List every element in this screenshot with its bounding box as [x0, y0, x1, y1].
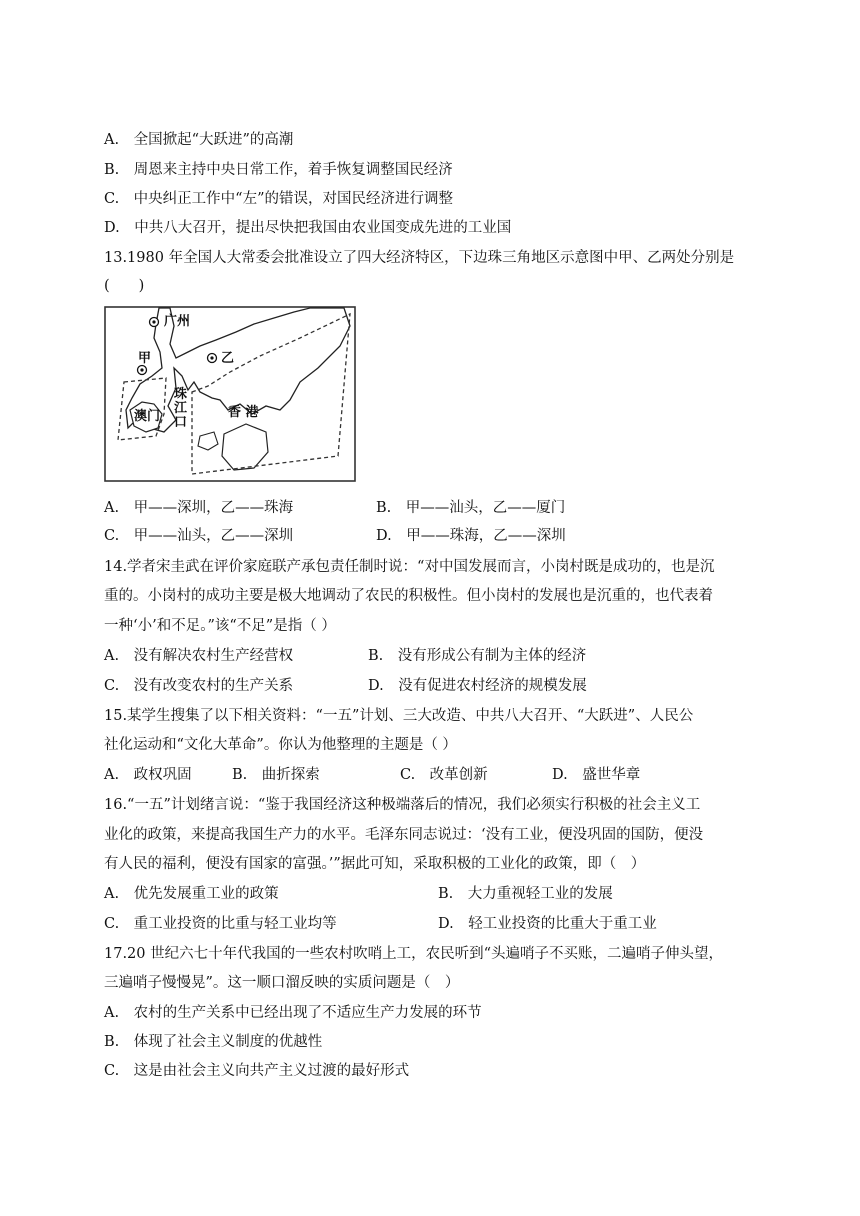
q16-stem-2: 业化的政策，来提高我国生产力的水平。毛泽东同志说过：‘没有工业，便没巩固的国防，便没 — [104, 827, 704, 843]
q15-stem-1: 15.某学生搜集了以下相关资料：“一五”计划、三大改造、中共八大召开、“大跃进”、人民公 — [104, 708, 694, 724]
map-label-macau: 澳门 — [134, 409, 161, 424]
q14-option-d: D. 没有促进农村经济的规模发展 — [368, 678, 587, 694]
q13-stem-paren: ( ) — [104, 278, 145, 294]
map-label-jia: 甲 — [138, 351, 152, 366]
q15-option-a: A. 政权巩固 — [104, 767, 192, 783]
q16-stem-1: 16.“一五”计划绪言说：“鉴于我国经济这种极端落后的情况，我们必须实行积极的社会主义工 — [104, 797, 701, 813]
q12-option-a: A. 全国掀起“大跃进”的高潮 — [104, 132, 294, 148]
q15-stem-2: 社化运动和“文化大革命”。你认为他整理的主题是（ ） — [104, 737, 457, 753]
pearl-river-delta-map — [104, 306, 356, 482]
q17-option-c: C. 这是由社会主义向共产主义过渡的最好形式 — [104, 1063, 410, 1079]
q17-option-a: A. 农村的生产关系中已经出现了不适应生产力发展的环节 — [104, 1005, 482, 1021]
q13-option-c: C. 甲——汕头，乙——深圳 — [104, 528, 294, 544]
q17-stem-2: 三遍哨子慢慢晃”。这一顺口溜反映的实质问题是（ ） — [104, 975, 460, 991]
q13-stem: 13.1980 年全国人大常委会批准设立了四大经济特区，下边珠三角地区示意图中甲、乙两处分别是 — [104, 250, 735, 266]
map-label-hongkong: 香 港 — [228, 405, 259, 420]
q14-stem-3: 一种‘小’和不足。”该“不足”是指（ ） — [104, 618, 336, 634]
q14-option-a: A. 没有解决农村生产经营权 — [104, 648, 294, 664]
q15-option-c: C. 改革创新 — [400, 767, 488, 783]
q13-option-a: A. 甲——深圳，乙——珠海 — [104, 500, 294, 516]
q15-option-d: D. 盛世华章 — [552, 767, 641, 783]
q13-option-b: B. 甲——汕头，乙——厦门 — [376, 500, 566, 516]
map-label-guangzhou: 广州 — [164, 314, 191, 329]
q16-option-c: C. 重工业投资的比重与轻工业均等 — [104, 916, 337, 932]
map-label-pearl-3: 口 — [174, 415, 188, 430]
q16-option-d: D. 轻工业投资的比重大于重工业 — [438, 916, 657, 932]
q14-stem-2: 重的。小岗村的成功主要是极大地调动了农民的积极性。但小岗村的发展也是沉重的，也代表着 — [104, 588, 713, 604]
q14-stem-1: 14.学者宋圭武在评价家庭联产承包责任制时说：“对中国发展而言，小岗村既是成功的，也是沉 — [104, 559, 715, 575]
map-label-pearl-1: 珠 — [174, 387, 188, 402]
map-label-yi: 乙 — [221, 351, 235, 366]
q17-stem-1: 17.20 世纪六七十年代我国的一些农村吹哨上工，农民听到“头遍哨子不买账，二遍哨子伸头望， — [104, 946, 724, 962]
q12-option-c: C. 中央纠正工作中“左”的错误，对国民经济进行调整 — [104, 191, 454, 207]
q12-option-b: B. 周恩来主持中央日常工作，着手恢复调整国民经济 — [104, 162, 453, 178]
q13-option-d: D. 甲——珠海，乙——深圳 — [376, 528, 566, 544]
q14-option-c: C. 没有改变农村的生产关系 — [104, 678, 294, 694]
q16-stem-3: 有人民的福利，便没有国家的富强。’”据此可知，采取积极的工业化的政策，即（ ） — [104, 856, 646, 872]
q17-option-b: B. 体现了社会主义制度的优越性 — [104, 1034, 323, 1050]
q15-option-b: B. 曲折探索 — [232, 767, 320, 783]
q14-option-b: B. 没有形成公有制为主体的经济 — [368, 648, 587, 664]
q16-option-a: A. 优先发展重工业的政策 — [104, 886, 279, 902]
q16-option-b: B. 大力重视轻工业的发展 — [438, 886, 613, 902]
q12-option-d: D. 中共八大召开，提出尽快把我国由农业国变成先进的工业国 — [104, 220, 512, 236]
map-label-pearl-2: 江 — [174, 401, 188, 416]
